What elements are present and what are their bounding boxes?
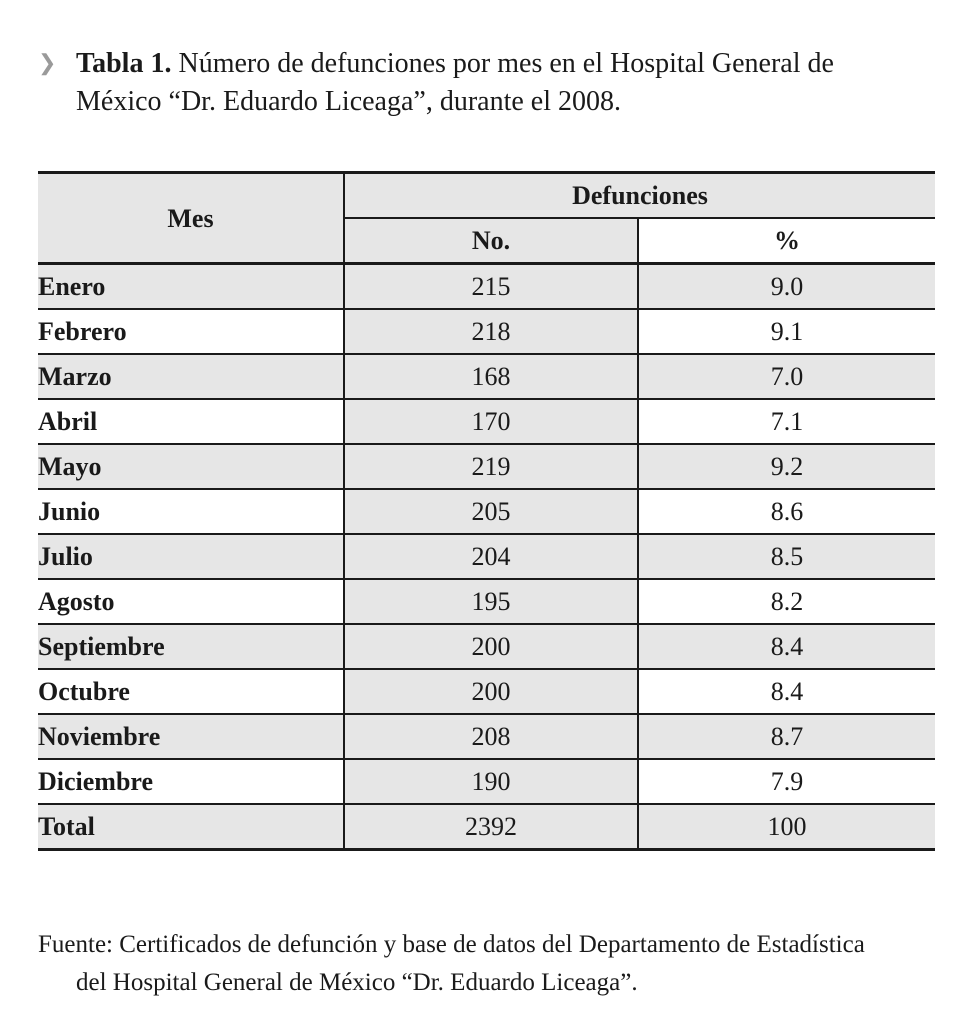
row-mes: Diciembre (38, 759, 344, 804)
row-no: 204 (344, 534, 638, 579)
table-row (38, 354, 935, 399)
total-row (38, 804, 935, 850)
row-mes: Junio (38, 489, 344, 534)
table-row (38, 714, 935, 759)
row-mes: Enero (38, 264, 344, 310)
row-no: 200 (344, 669, 638, 714)
table-label: Tabla 1. (76, 48, 172, 79)
row-mes: Noviembre (38, 714, 344, 759)
row-no: 205 (344, 489, 638, 534)
table-row (38, 534, 935, 579)
total-label: Total (38, 804, 344, 850)
table-row (38, 489, 935, 534)
row-mes: Marzo (38, 354, 344, 399)
header-defunciones: Defunciones (344, 173, 935, 219)
row-mes: Septiembre (38, 624, 344, 669)
row-pct: 8.2 (638, 579, 935, 624)
table-row (38, 579, 935, 624)
source-note (38, 926, 938, 1002)
row-mes: Mayo (38, 444, 344, 489)
row-no: 218 (344, 309, 638, 354)
table-row (38, 444, 935, 489)
deaths-table (38, 171, 935, 851)
table-caption (38, 44, 938, 121)
table-row (38, 264, 935, 310)
row-pct: 7.0 (638, 354, 935, 399)
table-row (38, 624, 935, 669)
row-mes: Julio (38, 534, 344, 579)
row-pct: 7.1 (638, 399, 935, 444)
row-mes: Abril (38, 399, 344, 444)
row-no: 219 (344, 444, 638, 489)
row-pct: 9.0 (638, 264, 935, 310)
row-no: 200 (344, 624, 638, 669)
row-no: 208 (344, 714, 638, 759)
row-pct: 8.6 (638, 489, 935, 534)
caption-text-line2: México “Dr. Eduardo Liceaga”, durante el 2008. (76, 86, 622, 117)
total-no: 2392 (344, 804, 638, 850)
header-pct: % (638, 218, 935, 264)
row-mes: Octubre (38, 669, 344, 714)
row-pct: 7.9 (638, 759, 935, 804)
row-no: 195 (344, 579, 638, 624)
row-pct: 8.5 (638, 534, 935, 579)
table-row (38, 399, 935, 444)
caption-text-line1: Número de defunciones por mes en el Hospital General de (178, 48, 834, 79)
row-pct: 8.4 (638, 624, 935, 669)
table-row (38, 669, 935, 714)
row-mes: Agosto (38, 579, 344, 624)
double-chevron-right-icon: ❯ (38, 50, 57, 75)
source-line1: Fuente: Certificados de defunción y base de datos del Departamento de Estadística (38, 931, 865, 958)
table-row (38, 309, 935, 354)
header-mes: Mes (38, 173, 344, 264)
total-pct: 100 (638, 804, 935, 850)
row-no: 168 (344, 354, 638, 399)
table-row (38, 759, 935, 804)
header-no: No. (344, 218, 638, 264)
source-line2: del Hospital General de México “Dr. Eduardo Liceaga”. (76, 969, 638, 996)
row-pct: 8.4 (638, 669, 935, 714)
row-pct: 8.7 (638, 714, 935, 759)
row-pct: 9.1 (638, 309, 935, 354)
row-pct: 9.2 (638, 444, 935, 489)
row-no: 215 (344, 264, 638, 310)
row-no: 170 (344, 399, 638, 444)
row-mes: Febrero (38, 309, 344, 354)
row-no: 190 (344, 759, 638, 804)
